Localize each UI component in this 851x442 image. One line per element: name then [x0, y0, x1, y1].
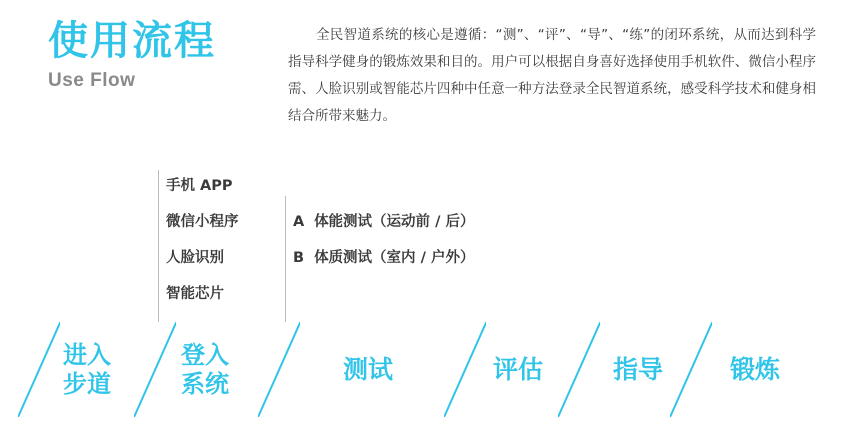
stage-label: 锻炼	[729, 355, 780, 385]
list-item	[293, 204, 523, 240]
stage-separator-icon	[670, 322, 712, 418]
connector-line-left-vertical	[158, 170, 159, 322]
test-items-list	[293, 204, 523, 276]
stage-separator-icon	[134, 322, 176, 418]
list-item: 手机 APP	[166, 178, 233, 194]
login-methods-list	[166, 168, 276, 312]
list-item: 智能芯片	[166, 286, 224, 302]
baseline-divider	[0, 417, 851, 418]
page-title-en: Use Flow	[48, 70, 136, 91]
stage-label: 测试	[342, 355, 393, 385]
stage-separator-icon	[258, 322, 300, 418]
list-item: 人脸识别	[166, 250, 224, 266]
stage-label: 评估	[492, 355, 543, 385]
stage-test	[286, 322, 450, 418]
list-item	[293, 240, 523, 276]
stage-label: 登入 系统	[181, 341, 229, 398]
stage-separator-icon	[444, 322, 486, 418]
stage-label: 指导	[612, 355, 663, 385]
test-item-label: 体能测试（运动前 / 后）	[314, 214, 475, 230]
test-item-label: 体质测试（室内 / 户外）	[314, 250, 475, 266]
test-item-letter: A	[293, 214, 305, 230]
intro-paragraph: 全民智道系统的核心是遵循：“测”、“评”、“导”、“练”的闭环系统，从而达到科学指导科学健身的锻炼效果和目的。用户可以根据自身喜好选择使用手机软件、微信小程序需、人脸识别或智能芯片四种中任意一种方法登录全民智道系统，感受科学技术和健身相结合所带来魅力。	[288, 27, 816, 124]
page-title-cn: 使用流程	[48, 18, 216, 64]
test-item-letter: B	[293, 250, 305, 266]
list-item: 微信小程序	[166, 214, 239, 230]
stage-label: 进入 步道	[63, 341, 111, 398]
stage-exercise	[700, 322, 810, 418]
stage-separator-icon	[18, 322, 60, 418]
stage-separator-icon	[558, 322, 600, 418]
title-block	[48, 18, 288, 92]
stage-bar	[0, 322, 851, 418]
connector-line-middle-vertical	[285, 196, 286, 322]
